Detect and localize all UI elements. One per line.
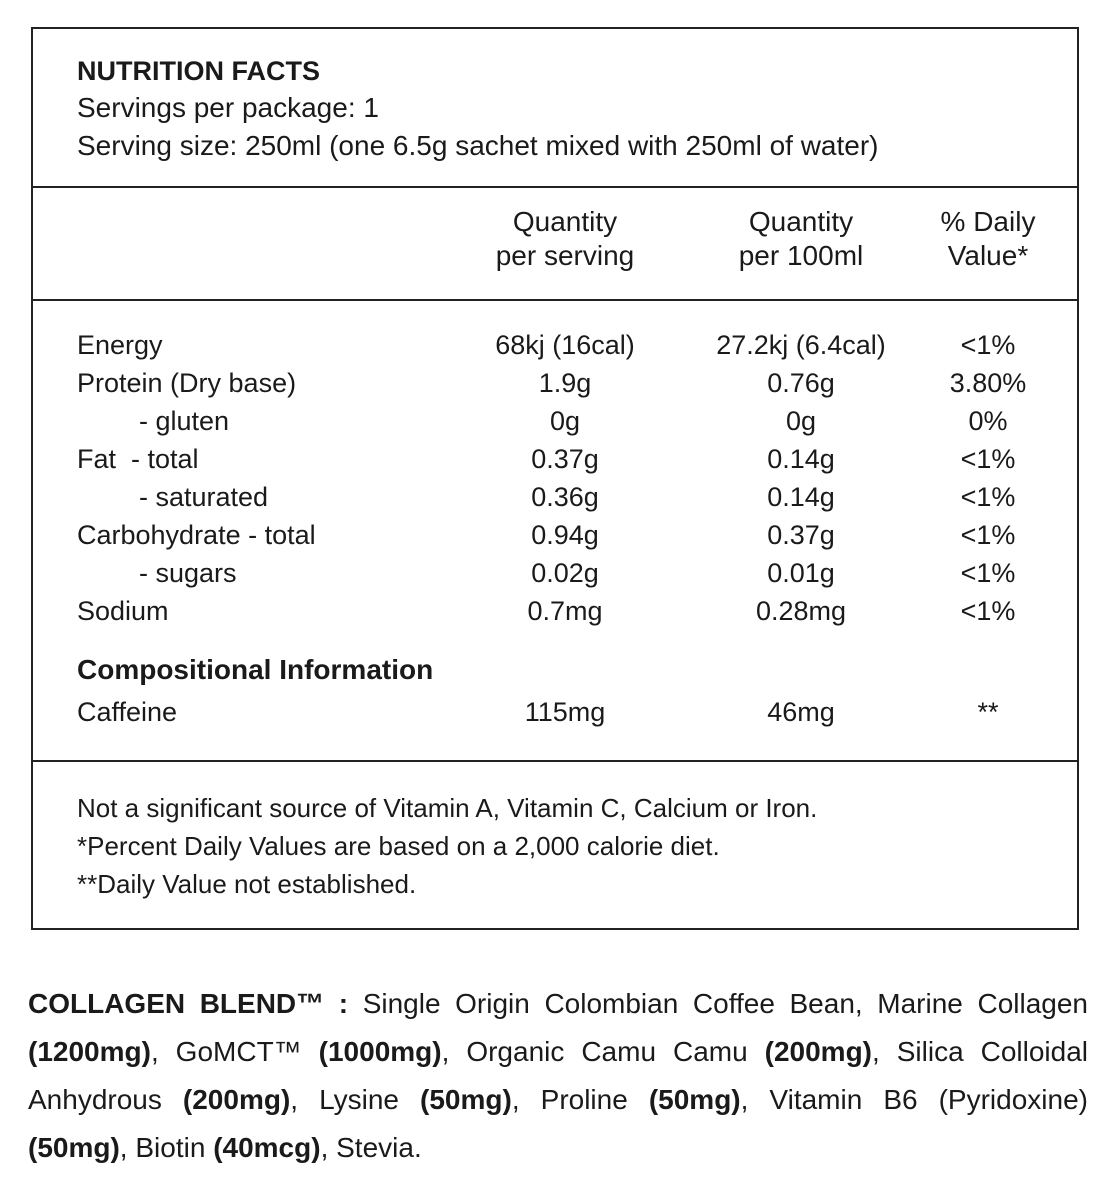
ingredient-amount: (1000mg)	[318, 1036, 442, 1067]
ingredient-text: , GoMCT™	[150, 1036, 302, 1067]
column-header-line: Quantity	[748, 206, 854, 237]
nutrition-facts-panel	[31, 27, 1079, 930]
column-header-line: per 100ml	[738, 240, 864, 271]
per-100ml-value: 46mg	[767, 697, 835, 727]
per-100ml-value: 0.37g	[767, 520, 835, 550]
serving-size: Serving size: 250ml (one 6.5g sachet mixed with 250ml of water)	[77, 130, 879, 161]
nutrient-row-gluten	[33, 402, 1077, 440]
daily-value: <1%	[960, 482, 1016, 512]
nutrient-label: Energy	[77, 330, 163, 360]
nutrient-row-carbohydrate	[33, 516, 1077, 554]
daily-value: <1%	[960, 596, 1016, 626]
nutrient-row-protein	[33, 364, 1077, 402]
nutrient-label: - sugars	[139, 558, 237, 588]
per-100ml-value: 0.76g	[767, 368, 835, 398]
per-serving-value: 0g	[549, 406, 581, 436]
column-header-line: Value*	[947, 240, 1029, 271]
ingredient-amount: (200mg)	[764, 1036, 873, 1067]
daily-value: 0%	[968, 406, 1008, 436]
compositional-title: Compositional Information	[77, 654, 434, 685]
per-100ml-value: 0.01g	[767, 558, 835, 588]
ingredient-text: , Proline	[511, 1084, 628, 1115]
ingredient-amount: (50mg)	[28, 1132, 120, 1163]
per-serving-value: 0.7mg	[527, 596, 603, 626]
ingredient-amount: (200mg)	[182, 1084, 291, 1115]
ingredient-text: Single Origin Colombian Coffee Bean, Marine Collagen	[362, 988, 1088, 1019]
per-100ml-value: 0g	[785, 406, 817, 436]
ingredient-amount: (1200mg)	[28, 1036, 151, 1067]
blend-name: COLLAGEN BLEND™ :	[28, 988, 349, 1019]
servings-per-package: Servings per package: 1	[77, 92, 379, 123]
per-serving-value: 68kj (16cal)	[495, 330, 635, 360]
nutrient-label: Sodium	[77, 596, 169, 626]
per-serving-value: 0.02g	[531, 558, 599, 588]
column-header-line: Quantity	[512, 206, 618, 237]
daily-value: <1%	[960, 330, 1016, 360]
panel-title: NUTRITION FACTS	[77, 56, 320, 86]
nutrient-row-saturated	[33, 478, 1077, 516]
ingredient-amount: (50mg)	[648, 1084, 741, 1115]
ingredient-text: , Biotin	[119, 1132, 206, 1163]
nutrient-label: - gluten	[139, 406, 230, 436]
column-header-per-100ml	[701, 205, 901, 273]
per-100ml-value: 0.14g	[767, 482, 835, 512]
footnote-not-established: **Daily Value not established.	[77, 869, 417, 899]
nutrient-row-fat-total	[33, 440, 1077, 478]
divider	[33, 760, 1077, 762]
footnote-significant-source: Not a significant source of Vitamin A, Vitamin C, Calcium or Iron.	[77, 793, 818, 823]
per-100ml-value: 0.28mg	[755, 596, 847, 626]
daily-value: <1%	[960, 558, 1016, 588]
daily-value: <1%	[960, 444, 1016, 474]
nutrient-row-energy	[33, 326, 1077, 364]
collagen-blend-ingredients	[28, 980, 1088, 1172]
nutrient-label: Caffeine	[77, 697, 178, 727]
column-header-line: per serving	[495, 240, 635, 271]
daily-value: 3.80%	[949, 368, 1027, 398]
ingredient-text: , Lysine	[290, 1084, 399, 1115]
daily-value: <1%	[960, 520, 1016, 550]
divider	[33, 186, 1077, 188]
nutrient-label: Carbohydrate - total	[77, 520, 316, 550]
per-serving-value: 0.36g	[531, 482, 599, 512]
footnote-daily-values: *Percent Daily Values are based on a 2,000 calorie diet.	[77, 831, 720, 861]
ingredient-amount: (50mg)	[420, 1084, 512, 1115]
per-100ml-value: 27.2kj (6.4cal)	[716, 330, 886, 360]
column-header-daily-value	[908, 205, 1068, 273]
per-serving-value: 115mg	[524, 697, 606, 727]
column-header-line: % Daily	[940, 206, 1036, 237]
per-serving-value: 1.9g	[538, 368, 592, 398]
per-serving-value: 0.37g	[531, 444, 599, 474]
ingredient-amount: (40mcg)	[213, 1132, 321, 1163]
per-100ml-value: 0.14g	[767, 444, 835, 474]
daily-value: **	[977, 697, 999, 727]
ingredient-text: , Vitamin B6 (Pyridoxine)	[740, 1084, 1088, 1115]
column-header-per-serving	[465, 205, 665, 273]
ingredient-text: , Silica Colloidal Anhydrous	[28, 1036, 1089, 1115]
nutrient-row-caffeine	[33, 693, 1077, 731]
per-serving-value: 0.94g	[531, 520, 599, 550]
nutrient-label: Protein (Dry base)	[77, 368, 297, 398]
divider	[33, 299, 1077, 301]
nutrient-label: - saturated	[139, 482, 269, 512]
nutrient-row-sugars	[33, 554, 1077, 592]
ingredient-text: , Stevia.	[320, 1132, 422, 1163]
nutrient-label: Fat - total	[77, 444, 199, 474]
nutrient-row-sodium	[33, 592, 1077, 630]
ingredient-text: , Organic Camu Camu	[441, 1036, 748, 1067]
